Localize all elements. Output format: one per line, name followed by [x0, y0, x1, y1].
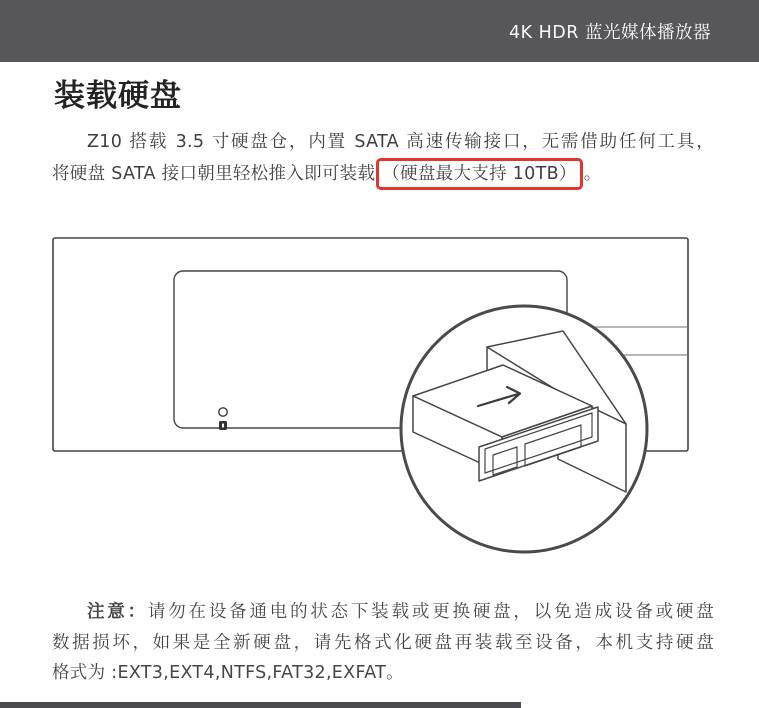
magnifier-circle — [401, 306, 647, 552]
note-label: 注意： — [87, 602, 148, 622]
note-line-1 — [52, 597, 714, 628]
max-capacity-highlight-box: （硬盘最大支持 10TB） — [376, 158, 582, 190]
intro-line-2-text: 将硬盘 SATA 接口朝里轻松推入即可装载 — [52, 164, 376, 184]
product-title: 4K HDR 蓝光媒体播放器 — [508, 22, 711, 43]
note-line-1-text: 请勿在设备通电的状态下装载或更换硬盘，以免造成设备或硬盘 — [147, 602, 714, 622]
footer-bar — [0, 702, 521, 708]
note-line-3: 格式为 :EXT3,EXT4,NTFS,FAT32,EXFAT。 — [52, 663, 404, 683]
intro-line-1: Z10 搭载 3.5 寸硬盘仓，内置 SATA 高速传输接口，无需借助任何工具， — [87, 132, 714, 152]
section-heading: 装载硬盘 — [54, 78, 182, 114]
note-line-2: 数据损坏，如果是全新硬盘，请先格式化硬盘再装载至设备，本机支持硬盘 — [52, 632, 714, 653]
intro-line-2-period: 。 — [583, 164, 602, 184]
caution-note — [52, 597, 714, 689]
